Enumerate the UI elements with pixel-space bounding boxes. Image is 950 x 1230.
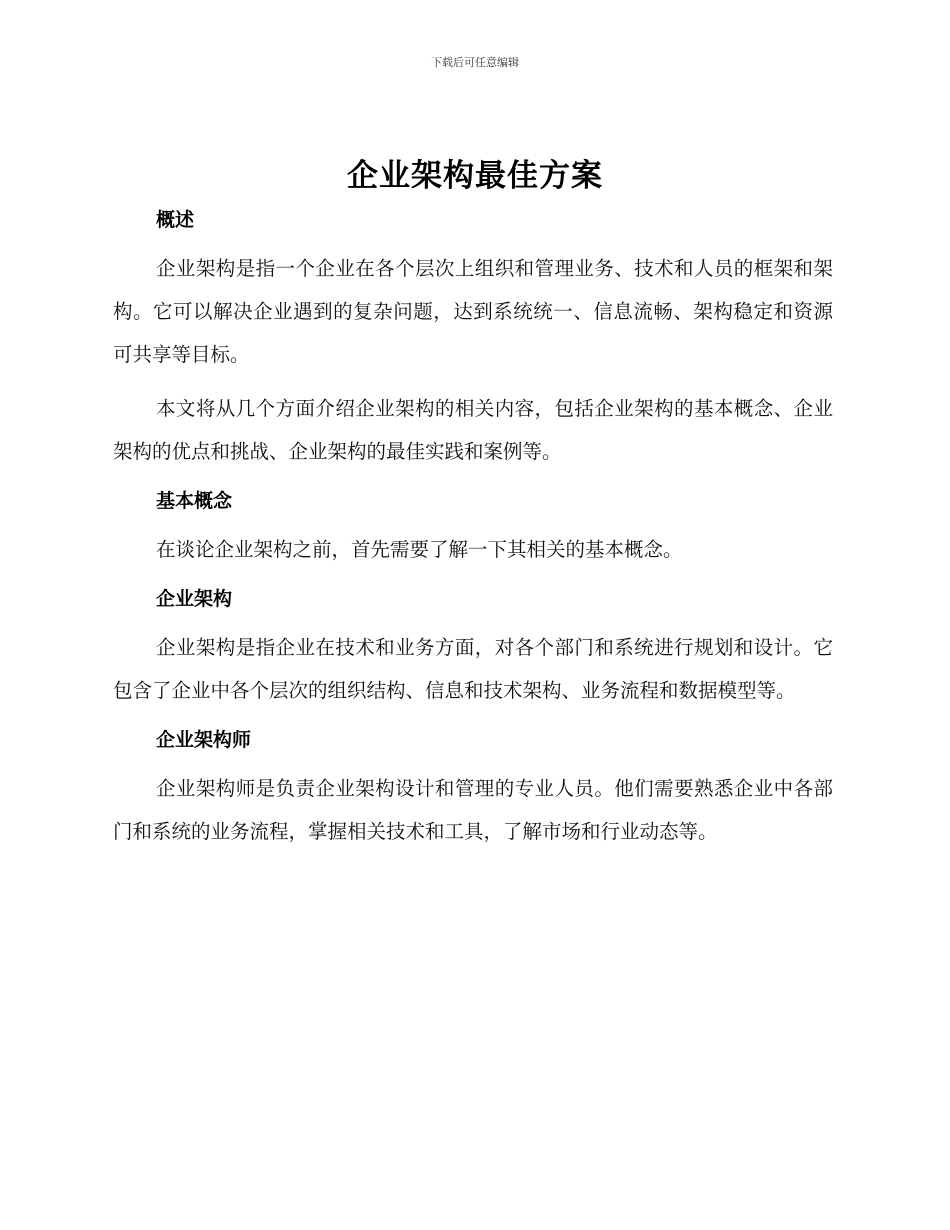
section-enterprise-architecture bbox=[113, 583, 833, 712]
section-heading-enterprise-architect: 企业架构师 bbox=[156, 729, 252, 751]
section-basic-concepts bbox=[113, 485, 833, 571]
paragraph-enterprise-architect-1: 企业架构师是负责企业架构设计和管理的专业人员。他们需要熟悉企业中各部门和系统的业务流程，掌握相关技术和工具，了解市场和行业动态等。 bbox=[113, 777, 833, 843]
section-heading-basic-concepts: 基本概念 bbox=[156, 490, 233, 512]
section-enterprise-architect bbox=[113, 724, 833, 853]
paragraph-overview-1: 企业架构是指一个企业在各个层次上组织和管理业务、技术和人员的框架和架构。它可以解决企业遇到的复杂问题，达到系统统一、信息流畅、架构稳定和资源可共享等目标。 bbox=[113, 257, 833, 366]
section-heading-overview: 概述 bbox=[156, 209, 195, 231]
section-overview bbox=[113, 204, 833, 473]
document-title: 企业架构最佳方案 bbox=[347, 158, 603, 194]
section-heading-enterprise-architecture: 企业架构 bbox=[156, 588, 233, 610]
paragraph-basic-concepts-1: 在谈论企业架构之前，首先需要了解一下其相关的基本概念。 bbox=[156, 538, 683, 561]
paragraph-enterprise-architecture-1: 企业架构是指企业在技术和业务方面，对各个部门和系统进行规划和设计。它包含了企业中各个层次的组织结构、信息和技术架构、业务流程和数据模型等。 bbox=[113, 636, 833, 702]
header-note: 下载后可任意编辑 bbox=[431, 56, 519, 69]
document-body bbox=[113, 204, 833, 853]
paragraph-overview-2: 本文将从几个方面介绍企业架构的相关内容，包括企业架构的基本概念、企业架构的优点和挑战、企业架构的最佳实践和案例等。 bbox=[113, 397, 833, 463]
